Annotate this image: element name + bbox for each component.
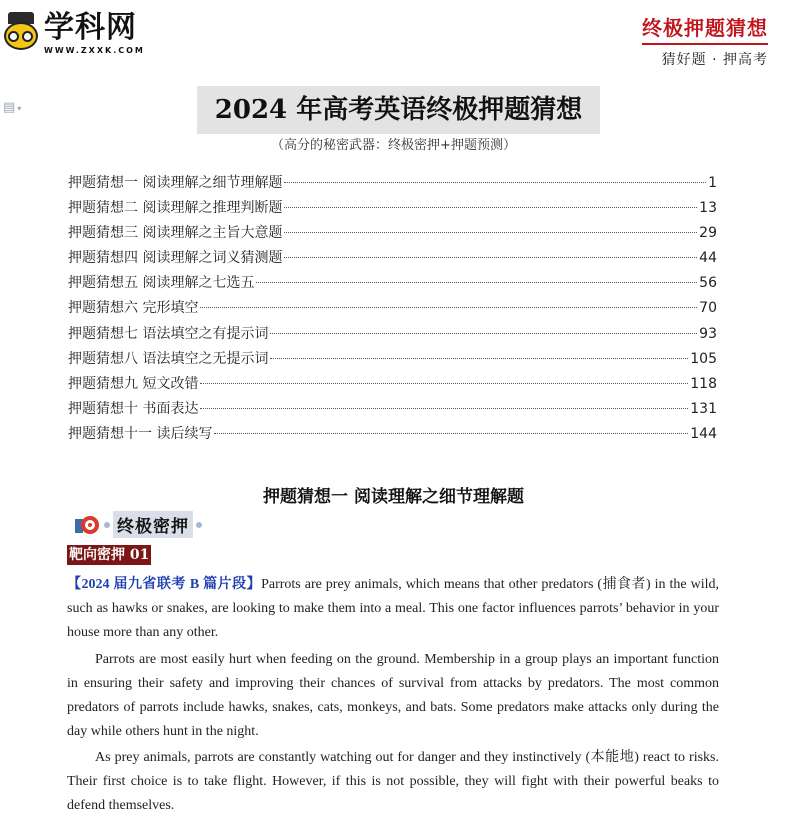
toc-entry-page: 105 (690, 350, 717, 367)
toc-leader (200, 383, 688, 384)
toc-entry[interactable] (68, 348, 717, 373)
toc-entry[interactable] (68, 197, 717, 222)
toc-entry-label: 押题猜想三 阅读理解之主旨大意题 (68, 225, 283, 242)
toc-entry-label: 押题猜想八 语法填空之无提示词 (68, 350, 269, 367)
brand-header (642, 12, 768, 69)
toc-entry-label: 押题猜想二 阅读理解之推理判断题 (68, 200, 283, 217)
toc-entry-page: 44 (699, 250, 717, 267)
document-menu-icon[interactable]: ▤ ▾ (3, 100, 22, 115)
toc-entry-label: 押题猜想七 语法填空之有提示词 (68, 325, 269, 342)
toc-entry-page: 1 (708, 175, 717, 191)
toc-entry-label: 押题猜想九 短文改错 (68, 375, 199, 392)
badge-label: 终极密押 (113, 511, 193, 538)
toc-leader (270, 333, 697, 334)
toc-entry[interactable] (68, 373, 717, 398)
badge-dot (196, 522, 202, 528)
toc-entry-label: 押题猜想十一 读后续写 (68, 425, 213, 442)
toc-entry[interactable] (68, 272, 717, 297)
toc-entry[interactable] (68, 222, 717, 247)
toc-leader (270, 358, 688, 359)
toc-entry-label: 押题猜想六 完形填空 (68, 300, 199, 317)
table-of-contents (68, 172, 717, 448)
toc-entry[interactable] (68, 398, 717, 423)
toc-entry-page: 131 (690, 400, 717, 417)
toc-entry-page: 70 (699, 300, 717, 317)
site-logo[interactable] (4, 12, 145, 55)
logo-mascot-icon (4, 12, 40, 52)
target-icon (75, 513, 101, 537)
toc-entry-label: 押题猜想五 阅读理解之七选五 (68, 275, 255, 292)
toc-entry-label: 押题猜想四 阅读理解之词义猜测题 (68, 250, 283, 267)
toc-leader (200, 408, 688, 409)
toc-entry-page: 118 (690, 375, 717, 392)
toc-entry[interactable] (68, 297, 717, 322)
toc-leader (214, 433, 688, 434)
toc-leader (200, 307, 697, 308)
toc-entry-label: 押题猜想十 书面表达 (68, 400, 199, 417)
toc-entry[interactable] (68, 423, 717, 448)
toc-entry-page: 93 (699, 325, 717, 342)
toc-entry-page: 13 (699, 200, 717, 217)
toc-entry[interactable] (68, 247, 717, 272)
brand-subtitle: 猜好题 · 押高考 (661, 52, 768, 68)
question-tag: 靶向密押 01 (69, 547, 150, 563)
toc-leader (284, 232, 697, 233)
passage-paragraph: Parrots are most easily hurt when feeding on the ground. Membership in a group plays an important function in ensuring their safety and improving their chances of survival from attacks by predators. The most common predators of parrots include hawks, snakes, cats, monkeys, and bats. Some predators make attacks only during the day while others hunt in the night. (67, 652, 719, 739)
toc-entry-page: 29 (699, 225, 717, 242)
toc-entry-page: 144 (690, 425, 717, 442)
brand-title: 终极押题猜想 (642, 12, 768, 45)
toc-entry-page: 56 (699, 275, 717, 292)
badge-dot (104, 522, 110, 528)
toc-entry[interactable] (68, 172, 717, 197)
section-title: 押题猜想一 阅读理解之细节理解题 (263, 487, 524, 507)
toc-entry-label: 押题猜想一 阅读理解之细节理解题 (68, 175, 283, 191)
section-badge (75, 511, 205, 538)
passage-text: Parrots are prey animals, which means that other predators (捕食者) in the wild, such as hawks or snakes, are looking to make them into a meal. This one factor influences parrots’ behavior in your house more than any other. (67, 577, 719, 640)
logo-url: WWW.ZXXK.COM (44, 46, 145, 55)
toc-leader (284, 207, 697, 208)
passage-source: 【2024 届九省联考 B 篇片段】 (67, 577, 262, 592)
toc-leader (256, 282, 697, 283)
toc-leader (284, 257, 697, 258)
passage-paragraph (67, 573, 719, 645)
toc-entry[interactable] (68, 323, 717, 348)
document-subtitle: （高分的秘密武器：终极密押+押题预测） (271, 138, 516, 153)
logo-text: 学科网 (44, 10, 137, 45)
passage-paragraph: As prey animals, parrots are constantly watching out for danger and they instinctively (本能地) react to risks. Their first choice is to take flight. However, if this is not possible, they will fight with their powerful beaks to defend themselves. (67, 750, 719, 813)
document-title: 2024 年高考英语终极押题猜想 (197, 86, 600, 134)
toc-leader (284, 182, 706, 183)
